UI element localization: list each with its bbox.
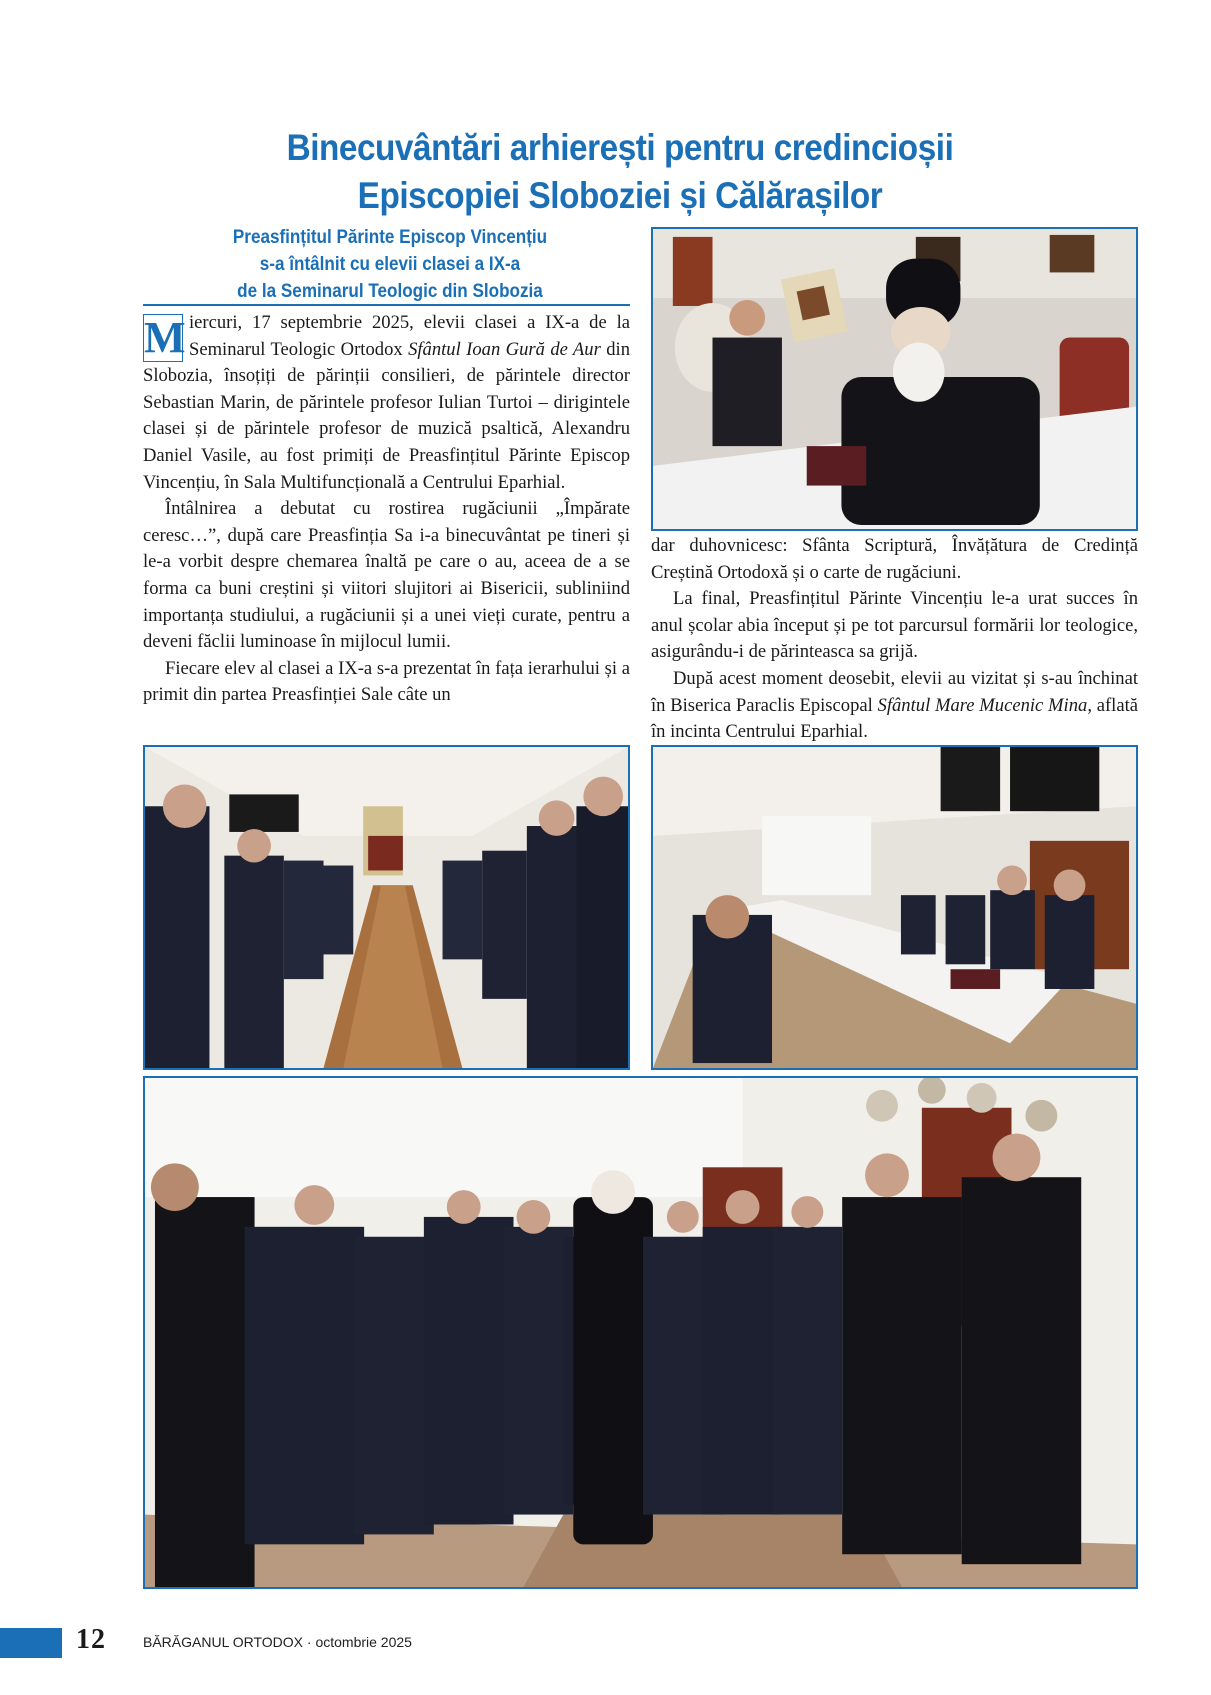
photo-bishop-with-book [651, 227, 1138, 531]
paragraph-5-end: , aflată în incinta Centrului Eparhial. [651, 694, 1138, 743]
paragraph-2: Întâlnirea a debutat cu rostirea rugăciunii „Împărate ceresc…”, după care Preasfinția Sa i-a binecuvântat pe tineri și le-a vorbit despre chemarea înaltă pe care o au, aceea de a se forma ca buni creștini și viitori slujitori ai Bisericii, subliniind importanța studiului, a rugăciunii și a unei vieți curate, pentru a deveni făclii luminoase în mijlocul lumii. [143, 498, 630, 653]
paragraph-4: La final, Preasfințitul Părinte Vincențiu le-a urat succes în anul școlar abia început și pe tot parcursul formării lor teologice, asigurându-i de părinteasca sa grijă. [651, 588, 1138, 663]
photo-hall-students-seated-image [653, 747, 1136, 1068]
subtitle-line-2: s-a întâlnit cu elevii clasei a IX-a [259, 254, 521, 275]
title-line-1: Binecuvântări arhierești pentru credincioșii [286, 127, 954, 168]
church-name: Sfântul Mare Mucenic Mina [877, 694, 1088, 716]
text-column-right [651, 533, 1138, 746]
photo-hall-students-seated [651, 745, 1138, 1070]
paragraph-5 [651, 666, 1138, 746]
journal-footer: BĂRĂGANUL ORTODOX · octombrie 2025 [143, 1634, 412, 1650]
photo-hall-students-left-image [145, 747, 628, 1068]
paragraph-1 [143, 310, 630, 496]
page-number: 12 [76, 1624, 106, 1655]
photo-hall-students-left [143, 745, 630, 1070]
footer-accent-bar [0, 1628, 62, 1658]
title-line-2: Episcopiei Sloboziei și Călărașilor [357, 175, 883, 216]
subtitle-divider [143, 304, 630, 306]
subtitle-line-3: de la Seminarul Teologic din Slobozia [237, 281, 543, 302]
paragraph-1-end: din Slobozia, însoțiți de părinții consilieri, de părintele director Sebastian Marin, de părintele profesor Iulian Turtoi – dirigintele clasei și de părintele profesor de muzică psaltică, Alexandru Daniel Vasile, au fost primiți de Preasfințitul Părinte Episcop Vincențiu, în Sala Multifuncțională a Centrului Eparhial. [143, 338, 630, 493]
photo-bishop-with-book-image [653, 229, 1136, 529]
subtitle-line-1: Preasfințitul Părinte Episcop Vincențiu [232, 227, 548, 248]
school-name: Sfântul Ioan Gură de Aur [408, 338, 601, 360]
article-subtitle [145, 224, 635, 305]
text-column-left [143, 310, 630, 709]
paragraph-3: Fiecare elev al clasei a IX-a s-a prezentat în fața ierarhului și a primit din partea Preasfinției Sale câte un [143, 657, 630, 706]
photo-group-image [145, 1078, 1136, 1587]
paragraph-5-start: După acest moment deosebit, elevii au vizitat și s-au închinat în Biserica Paraclis Episcopal [651, 667, 1138, 716]
paragraph-3-continued: dar duhovnicesc: Sfânta Scriptură, Învățătura de Credință Creștină Ortodoxă și o carte de rugăciuni. [651, 535, 1138, 583]
photo-group [143, 1076, 1138, 1589]
paragraph-1-start: iercuri, 17 septembrie 2025, elevii clasei a IX-a de la Seminarul Teologic Ortodox [189, 312, 630, 360]
article-title [130, 124, 1110, 220]
drop-cap: M [144, 313, 186, 362]
